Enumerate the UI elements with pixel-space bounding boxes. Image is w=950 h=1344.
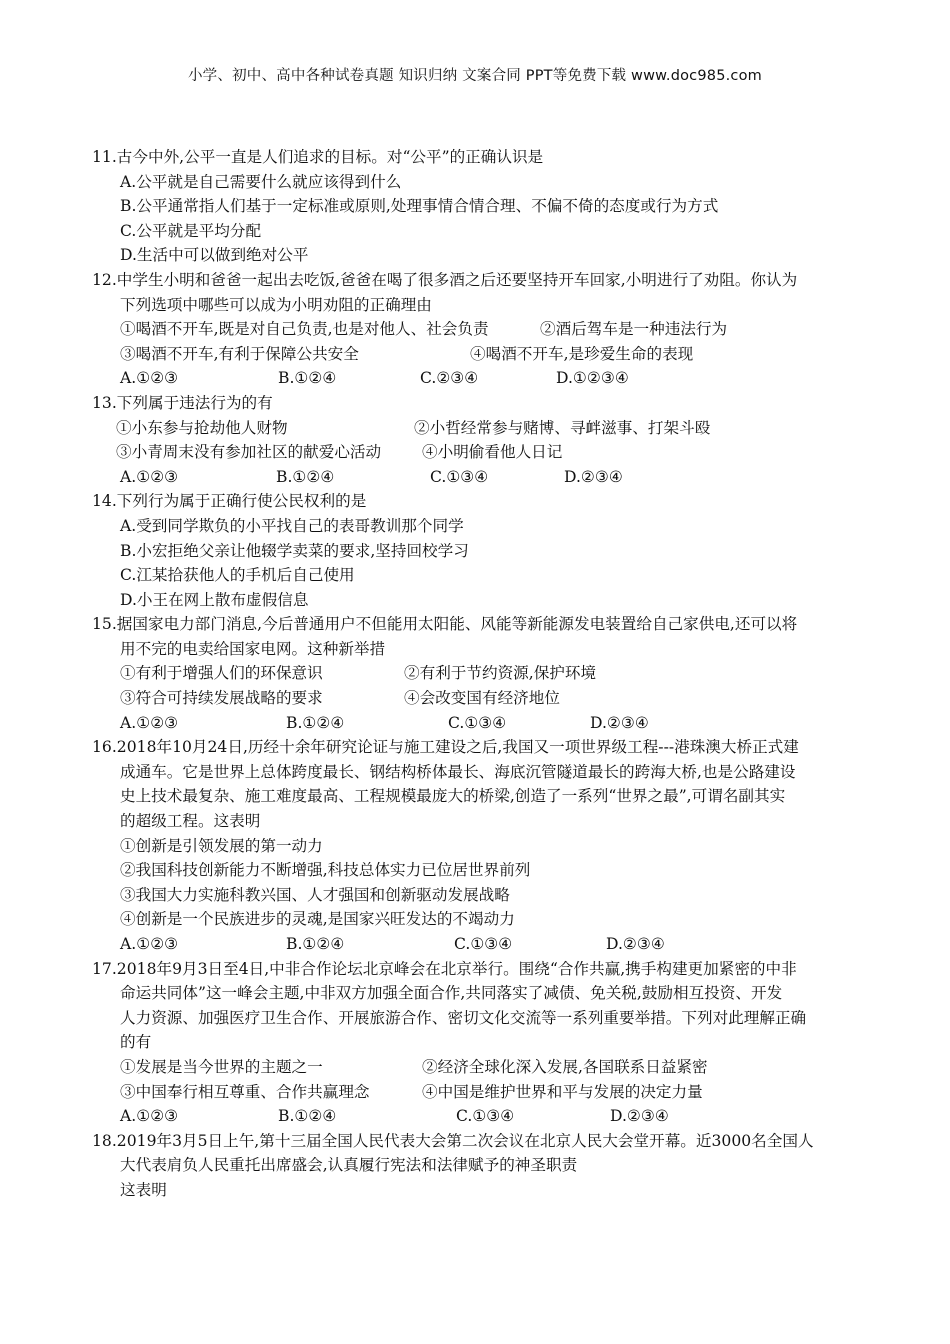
statement-row: [92, 416, 872, 441]
choice-row: [92, 711, 872, 736]
option-a: A.受到同学欺负的小平找自己的表哥教训那个同学: [120, 516, 464, 535]
option-b: B.公平通常指人们基于一定标准或原则,处理事情合情合理、不偏不倚的态度或行为方式: [120, 197, 719, 216]
option-a: A.①②③: [120, 467, 179, 486]
statement-row: [92, 661, 872, 686]
statement-row: [92, 1055, 872, 1080]
question-stem-continued: 成通车。它是世界上总体跨度最长、钢结构桥体最长、海底沉管隧道最长的跨海大桥,也是公路建设: [120, 762, 796, 781]
choice-row: [92, 1104, 872, 1129]
question-stem-continued: 命运共同体”这一峰会主题,中非双方加强全面合作,共同落实了减债、免关税,鼓励相互投资、开发: [120, 984, 783, 1003]
option-c: C.①③④: [430, 467, 489, 486]
option-b: B.小宏拒绝父亲让他辍学卖菜的要求,坚持回校学习: [120, 541, 469, 560]
statement-4: ④会改变国有经济地位: [404, 689, 560, 708]
question-11: [92, 145, 872, 268]
option-d: D.②③④: [606, 935, 665, 953]
statement-row: [92, 342, 872, 367]
question-stem-continued: 史上技术最复杂、施工难度最高、工程规模最庞大的桥梁,创造了一系列“世界之最”,可谓名副其实: [120, 787, 786, 806]
option-c: C.②③④: [420, 369, 479, 388]
option-c: C.江某拾获他人的手机后自己使用: [120, 566, 355, 585]
question-stem: 18.2019年3月5日上午,第十三届全国人民代表大会第二次会议在北京人民大会堂开幕。近3000名全国人: [92, 1131, 814, 1150]
option-c: C.①③④: [454, 935, 513, 953]
statement-2: ②有利于节约资源,保护环境: [404, 664, 597, 683]
statement-1: ①喝酒不开车,既是对自己负责,也是对他人、社会负责: [120, 320, 489, 339]
statement-1: ①发展是当今世界的主题之一: [120, 1057, 323, 1076]
question-13: [92, 391, 872, 489]
question-stem-continued: 大代表肩负人民重托出席盛会,认真履行宪法和法律赋予的神圣职责: [120, 1156, 578, 1175]
option-c: C.公平就是平均分配: [120, 221, 262, 240]
question-stem-continued: 下列选项中哪些可以成为小明劝阻的正确理由: [120, 295, 432, 314]
statement-4: ④创新是一个民族进步的灵魂,是国家兴旺发达的不竭动力: [120, 910, 515, 929]
question-17: [92, 957, 872, 1129]
question-stem: 13.下列属于违法行为的有: [92, 393, 273, 412]
question-18: [92, 1129, 872, 1203]
statement-1: ①小东参与抢劫他人财物: [116, 418, 288, 437]
statement-4: ④喝酒不开车,是珍爱生命的表现: [470, 344, 694, 363]
statement-2: ②我国科技创新能力不断增强,科技总体实力已位居世界前列: [120, 861, 531, 880]
question-stem: 15.据国家电力部门消息,今后普通用户不但能用太阳能、风能等新能源发电装置给自己家供电,还可以将: [92, 615, 798, 634]
statement-row: [92, 317, 872, 342]
statement-3: ③我国大力实施科教兴国、人才强国和创新驱动发展战略: [120, 885, 510, 904]
option-a: A.①②③: [120, 369, 179, 388]
question-stem-continued: 这表明: [120, 1180, 167, 1199]
question-16: [92, 735, 872, 956]
option-d: D.生活中可以做到绝对公平: [120, 246, 309, 265]
question-stem: 11.古今中外,公平一直是人们追求的目标。对“公平”的正确认识是: [92, 148, 544, 166]
statement-1: ①创新是引领发展的第一动力: [120, 836, 323, 855]
option-b: B.①②④: [286, 713, 345, 732]
question-stem-continued: 的有: [120, 1033, 152, 1052]
statement-2: ②酒后驾车是一种违法行为: [540, 320, 728, 339]
statement-3: ③中国奉行相互尊重、合作共赢理念: [120, 1082, 370, 1101]
question-14: [92, 489, 872, 612]
question-stem: 12.中学生小明和爸爸一起出去吃饭,爸爸在喝了很多酒之后还要坚持开车回家,小明进行了劝阻。你认为: [92, 270, 798, 289]
option-c: C.①③④: [448, 713, 507, 732]
choice-row: [92, 932, 872, 957]
exam-document: [92, 145, 872, 1203]
choice-row: [92, 366, 872, 391]
statement-3: ③小青周末没有参加社区的献爱心活动: [116, 443, 382, 462]
option-b: B.①②④: [278, 369, 337, 388]
question-stem: 16.2018年10月24日,历经十余年研究论证与施工建设之后,我国又一项世界级工程---港珠澳大桥正式建: [92, 738, 799, 757]
question-15: [92, 612, 872, 735]
option-d: D.②③④: [590, 713, 649, 732]
question-stem-continued: 的超级工程。这表明: [120, 812, 261, 831]
statement-4: ④小明偷看他人日记: [422, 443, 563, 462]
option-d: D.小王在网上散布虚假信息: [120, 590, 309, 609]
statement-row: [92, 686, 872, 711]
question-stem: 14.下列行为属于正确行使公民权利的是: [92, 492, 367, 511]
option-b: B.①②④: [278, 1107, 337, 1126]
option-a: A.①②③: [120, 935, 179, 953]
statement-3: ③喝酒不开车,有利于保障公共安全: [120, 344, 359, 363]
option-a: A.①②③: [120, 713, 179, 732]
statement-1: ①有利于增强人们的环保意识: [120, 664, 323, 683]
statement-2: ②经济全球化深入发展,各国联系日益紧密: [422, 1057, 708, 1076]
option-a: A.公平就是自己需要什么就应该得到什么: [120, 172, 402, 191]
option-a: A.①②③: [120, 1107, 179, 1126]
page-header-banner: 小学、初中、高中各种试卷真题 知识归纳 文案合同 PPT等免费下载 www.doc985.com: [187, 68, 763, 84]
statement-4: ④中国是维护世界和平与发展的决定力量: [422, 1082, 703, 1101]
option-c: C.①③④: [456, 1107, 515, 1126]
question-stem: 17.2018年9月3日至4日,中非合作论坛北京峰会在北京举行。围绕“合作共赢,携手构建更加紧密的中非: [92, 959, 797, 978]
statement-row: [92, 440, 872, 465]
question-12: [92, 268, 872, 391]
statement-row: [92, 1080, 872, 1105]
option-d: D.②③④: [564, 467, 623, 486]
question-stem-continued: 人力资源、加强医疗卫生合作、开展旅游合作、密切文化交流等一系列重要举措。下列对此理解正确: [120, 1008, 807, 1027]
statement-2: ②小哲经常参与赌博、寻衅滋事、打架斗殴: [414, 418, 711, 437]
statement-3: ③符合可持续发展战略的要求: [120, 689, 323, 708]
option-b: B.①②④: [286, 935, 345, 953]
choice-row: [92, 465, 872, 490]
question-stem-continued: 用不完的电卖给国家电网。这种新举措: [120, 639, 386, 658]
option-d: D.①②③④: [556, 369, 629, 388]
option-d: D.②③④: [610, 1107, 669, 1126]
option-b: B.①②④: [276, 467, 335, 486]
